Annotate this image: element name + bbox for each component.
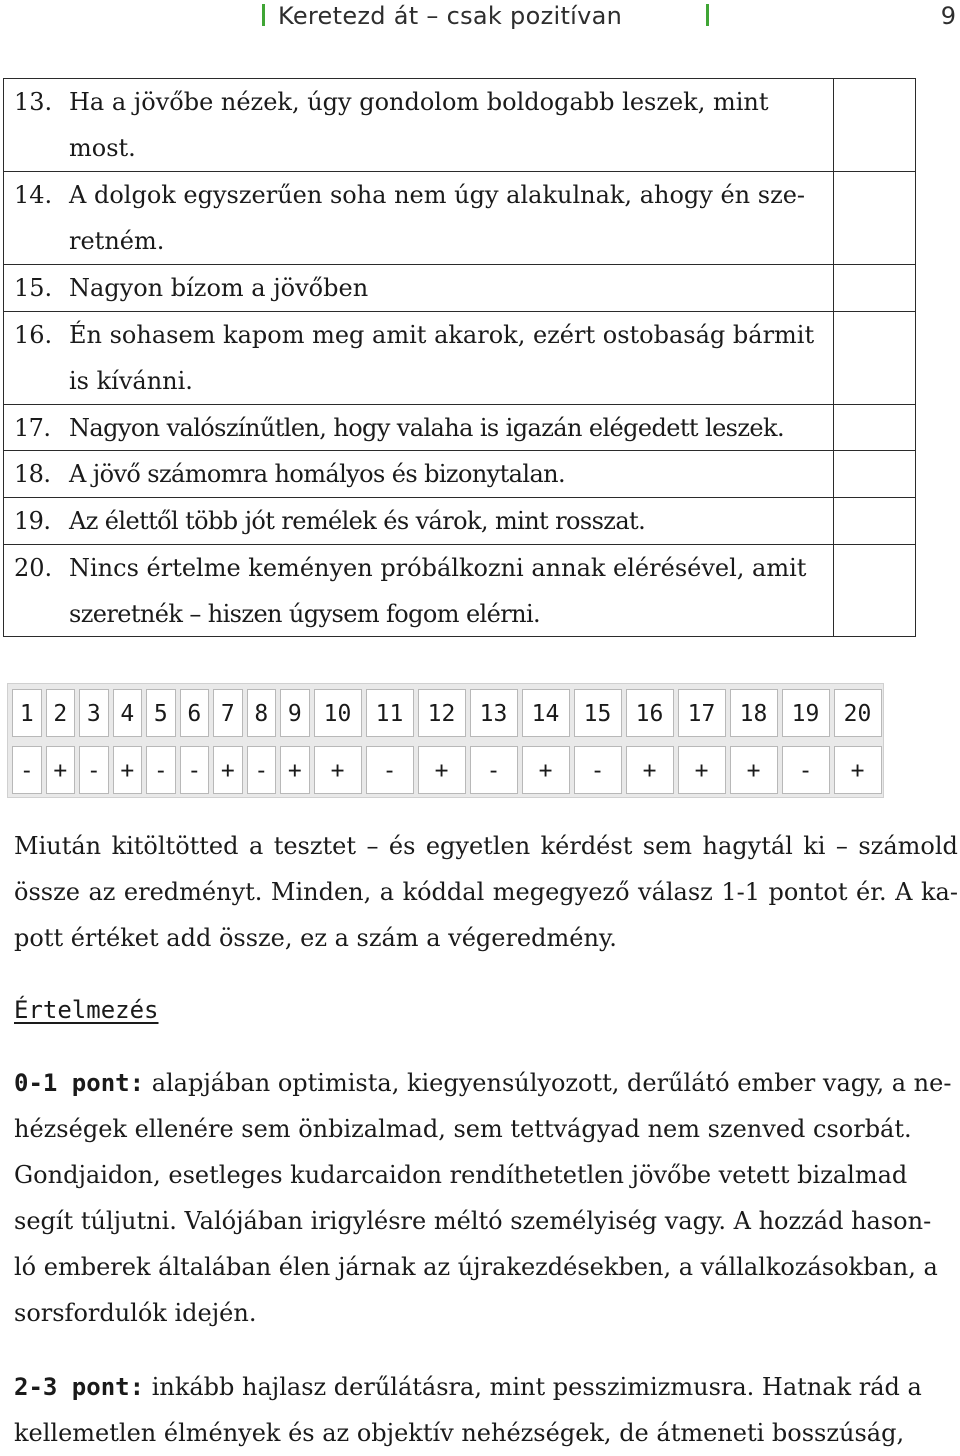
instructions-line: [14, 823, 958, 869]
key-number-cell: 13: [470, 689, 518, 737]
question-number: 16.: [14, 321, 53, 349]
answer-cell[interactable]: [834, 498, 917, 544]
question-line: is kívánni.: [69, 367, 193, 395]
key-number-cell: 19: [782, 689, 830, 737]
word: számold: [858, 832, 958, 860]
question-text-cell: [4, 265, 834, 311]
question-line: most.: [69, 134, 136, 162]
key-symbol-cell: -: [366, 746, 414, 794]
question-line: Nagyon bízom a jövőben: [69, 274, 369, 302]
answer-cell[interactable]: [834, 172, 917, 264]
score-0-1-label: 0-1 pont:: [14, 1069, 145, 1097]
key-symbol-cell: -: [247, 746, 277, 794]
key-symbol-cell: +: [522, 746, 570, 794]
score-0-1-line: segít túljutni. Valójában irigylésre méltó személyiség vagy. A hozzád hason-: [14, 1207, 932, 1235]
key-symbol-cell: +: [678, 746, 726, 794]
key-number-cell: 16: [626, 689, 674, 737]
question-line: Nagyon valószínűtlen, hogy valaha is igazán elégedett leszek.: [69, 414, 785, 442]
score-0-1-line: hézségek ellenére sem önbizalmad, sem tettvágyad nem szenved csorbát.: [14, 1115, 912, 1143]
question-row-14: [4, 171, 915, 264]
question-row-15: [4, 264, 915, 311]
question-number: 13.: [14, 88, 53, 116]
word: tesztet: [273, 832, 356, 860]
answer-cell[interactable]: [834, 79, 917, 171]
page-number: 9: [940, 2, 956, 30]
question-line: A dolgok egyszerűen soha nem úgy alakulnak, ahogy én sze-: [69, 181, 806, 209]
answer-key-table: [7, 683, 884, 798]
score-0-1-line: sorsfordulók idején.: [14, 1299, 257, 1327]
key-symbol-cell: -: [574, 746, 622, 794]
answer-cell[interactable]: [834, 451, 917, 497]
key-symbol-cell: +: [280, 746, 310, 794]
question-line: A jövő számomra homályos és bizonytalan.: [69, 460, 566, 488]
key-symbol-cell: -: [470, 746, 518, 794]
key-number-cell: 17: [678, 689, 726, 737]
word: Miután: [14, 832, 102, 860]
key-number-cell: 7: [213, 689, 243, 737]
question-number: 18.: [14, 460, 51, 488]
instructions-line: [14, 869, 958, 915]
instructions-line: pott értéket add össze, ez a szám a végeredmény.: [14, 924, 617, 952]
key-symbol-cell: +: [730, 746, 778, 794]
word: Minden,: [270, 878, 372, 906]
key-symbol-cell: +: [113, 746, 143, 794]
key-number-cell: 6: [180, 689, 210, 737]
answer-cell[interactable]: [834, 405, 917, 450]
key-symbol-cell: +: [418, 746, 466, 794]
answer-cell[interactable]: [834, 545, 917, 636]
question-row-13: [4, 79, 915, 171]
word: kérdést: [540, 832, 633, 860]
question-text-cell: [4, 545, 834, 636]
question-line: Én sohasem kapom meg amit akarok, ezért ostobaság bármit: [69, 321, 815, 349]
question-number: 15.: [14, 274, 53, 302]
word: az: [88, 878, 116, 906]
key-number-cell: 18: [730, 689, 778, 737]
key-number-cell: 4: [113, 689, 143, 737]
header-divider-right: [706, 4, 709, 26]
interpretation-heading: Értelmezés: [14, 996, 159, 1024]
word: kóddal: [402, 878, 485, 906]
word: 1-1: [721, 878, 760, 906]
word: a: [248, 832, 264, 860]
question-number: 17.: [14, 414, 51, 442]
score-0-1-line: Gondjaidon, esetleges kudarcaidon rendíthetetlen jövőbe vetett bizalmad: [14, 1161, 908, 1189]
word: A: [895, 878, 913, 906]
key-number-cell: 2: [46, 689, 76, 737]
score-0-1-line: alapjában optimista, kiegyensúlyozott, derűlátó ember vagy, a ne-: [151, 1069, 952, 1097]
key-symbol-cell: -: [180, 746, 210, 794]
question-text-cell: [4, 498, 834, 544]
word: egyetlen: [425, 832, 531, 860]
word: pontot: [768, 878, 848, 906]
instructions-paragraph: [14, 823, 958, 961]
key-symbol-cell: -: [782, 746, 830, 794]
key-number-cell: 20: [834, 689, 882, 737]
key-number-cell: 15: [574, 689, 622, 737]
answer-cell[interactable]: [834, 312, 917, 404]
word: –: [835, 832, 848, 860]
key-number-cell: 5: [146, 689, 176, 737]
question-text-cell: [4, 312, 834, 404]
question-row-19: [4, 497, 915, 544]
question-number: 20.: [14, 554, 53, 582]
word: ka-: [921, 878, 958, 906]
word: válasz: [638, 878, 713, 906]
header-title: Keretezd át – csak pozitívan: [278, 2, 623, 30]
key-symbol-cell: -: [146, 746, 176, 794]
key-number-cell: 3: [79, 689, 109, 737]
question-line-text: Ha a jövőbe nézek, úgy gondolom boldogabb leszek, mint: [69, 88, 769, 116]
question-text-cell: [4, 451, 834, 497]
question-row-16: [4, 311, 915, 404]
key-number-cell: 11: [366, 689, 414, 737]
question-line: [69, 79, 829, 125]
answer-cell[interactable]: [834, 265, 917, 311]
question-row-18: [4, 450, 915, 497]
key-symbol-cell: +: [314, 746, 362, 794]
word: és: [388, 832, 416, 860]
word: hagytál: [702, 832, 793, 860]
word: össze: [14, 878, 80, 906]
key-number-cell: 12: [418, 689, 466, 737]
header-divider-left: [262, 4, 265, 26]
question-row-17: [4, 404, 915, 450]
question-text-cell: [4, 79, 834, 171]
word: kitöltötted: [111, 832, 239, 860]
page-header: [0, 0, 960, 34]
score-2-3-line: inkább hajlasz derűlátásra, mint pesszimizmusra. Hatnak rád a: [151, 1373, 922, 1401]
key-number-cell: 10: [314, 689, 362, 737]
key-number-cell: 8: [247, 689, 277, 737]
question-row-20: [4, 544, 915, 636]
score-2-3-paragraph: [14, 1364, 958, 1456]
question-text-cell: [4, 172, 834, 264]
word: –: [366, 832, 379, 860]
question-number: 19.: [14, 507, 51, 535]
questions-table: [3, 78, 916, 637]
question-line: Az élettől több jót remélek és várok, mint rosszat.: [69, 507, 646, 535]
score-2-3-label: 2-3 pont:: [14, 1373, 145, 1401]
key-symbol-cell: +: [46, 746, 76, 794]
key-number-cell: 14: [522, 689, 570, 737]
key-number-cell: 1: [12, 689, 42, 737]
word: sem: [642, 832, 693, 860]
key-symbol-cell: -: [12, 746, 42, 794]
score-0-1-line: ló emberek általában élen járnak az újrakezdésekben, a vállalkozásokban, a: [14, 1253, 938, 1281]
score-0-1-paragraph: [14, 1060, 958, 1336]
question-line: Nincs értelme keményen próbálkozni annak elérésével, amit: [69, 554, 807, 582]
question-text-cell: [4, 405, 834, 450]
word: ér.: [856, 878, 887, 906]
key-number-cell: 9: [280, 689, 310, 737]
key-symbol-cell: +: [626, 746, 674, 794]
key-symbol-cell: -: [79, 746, 109, 794]
word: a: [379, 878, 395, 906]
question-number: 14.: [14, 181, 53, 209]
key-symbol-cell: +: [834, 746, 882, 794]
score-2-3-line: kellemetlen élmények és az objektív nehézségek, de átmeneti bosszúság,: [14, 1419, 905, 1447]
question-line: retném.: [69, 227, 165, 255]
word: megegyező: [492, 878, 630, 906]
word: ki: [803, 832, 826, 860]
word: eredményt.: [123, 878, 263, 906]
key-symbol-cell: +: [213, 746, 243, 794]
question-line: szeretnék – hiszen úgysem fogom elérni.: [69, 600, 541, 628]
